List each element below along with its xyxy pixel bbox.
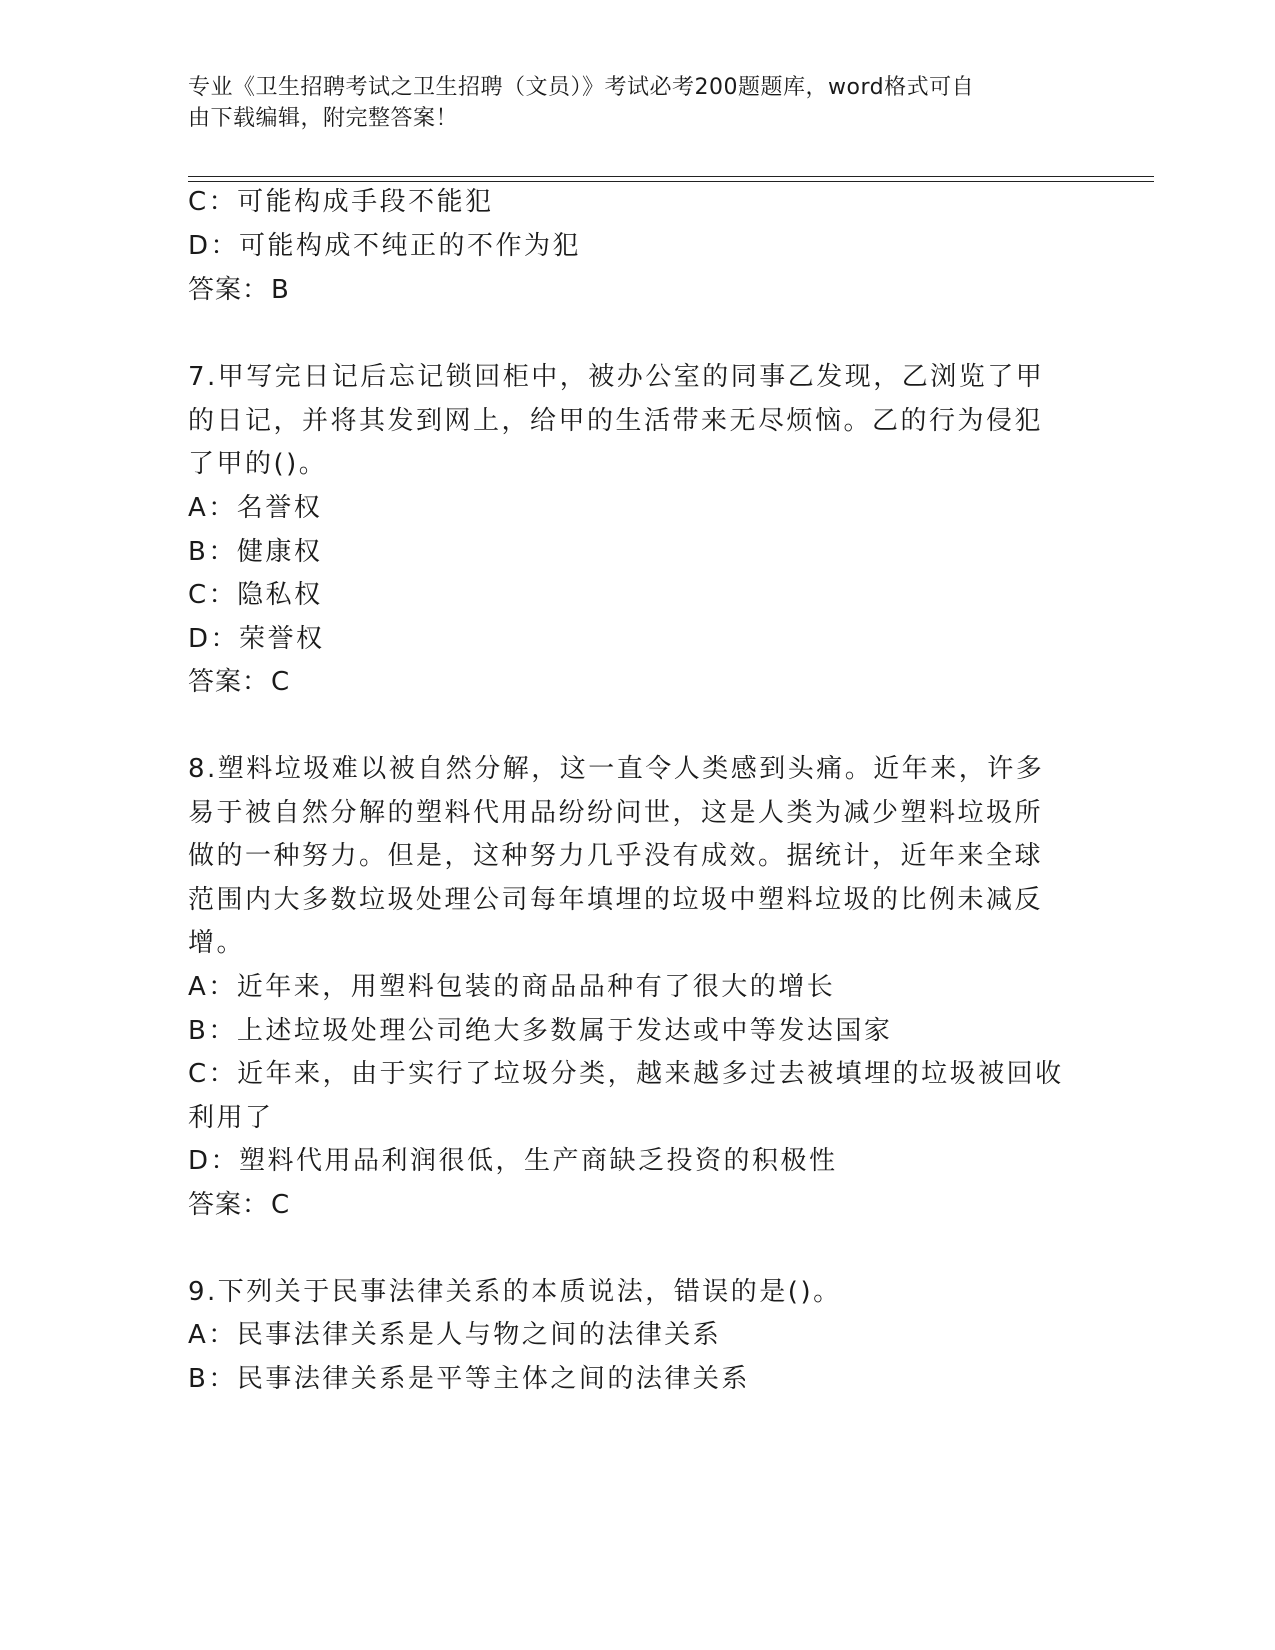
q7-option-a: A：名誉权 <box>188 493 323 523</box>
header-divider-top <box>188 176 1154 177</box>
answer-label: 答案： <box>188 275 270 305</box>
header-line-1: 专业《卫生招聘考试之卫生招聘（文员）》考试必考200题题库，word格式可自 <box>188 75 975 100</box>
q8-option-d: D：塑料代用品利润很低，生产商缺乏投资的积极性 <box>188 1146 838 1176</box>
q8-stem-line-1: 8.塑料垃圾难以被自然分解，这一直令人类感到头痛。近年来，许多 <box>188 754 1045 784</box>
answer-label: 答案： <box>188 667 270 697</box>
q7-answer <box>188 660 290 705</box>
q9-option-b: B：民事法律关系是平等主体之间的法律关系 <box>188 1364 750 1394</box>
answer-label: 答案： <box>188 1190 270 1220</box>
q6-option-c: C：可能构成手段不能犯 <box>188 187 494 217</box>
q6-option-d: D：可能构成不纯正的不作为犯 <box>188 231 582 261</box>
q9-stem-line-1: 9.下列关于民事法律关系的本质说法，错误的是()。 <box>188 1277 842 1307</box>
header-line-2: 由下载编辑，附完整答案！ <box>188 106 459 131</box>
q8-stem-line-5: 增。 <box>188 928 246 958</box>
document-header <box>188 72 1068 134</box>
q7-stem-line-3: 了甲的()。 <box>188 449 328 479</box>
q8-option-c-line-2: 利用了 <box>188 1103 274 1133</box>
answer-value: C <box>271 667 291 697</box>
answer-value: B <box>271 275 290 305</box>
q7-stem-line-1: 7.甲写完日记后忘记锁回柜中，被办公室的同事乙发现，乙浏览了甲 <box>188 362 1045 392</box>
q8-stem-line-2: 易于被自然分解的塑料代用品纷纷问世，这是人类为减少塑料垃圾所 <box>188 798 1044 828</box>
q8-option-b: B：上述垃圾处理公司绝大多数属于发达或中等发达国家 <box>188 1016 893 1046</box>
q8-stem-line-3: 做的一种努力。但是，这种努力几乎没有成效。据统计，近年来全球 <box>188 841 1044 871</box>
q8-option-a: A：近年来，用塑料包装的商品品种有了很大的增长 <box>188 972 836 1002</box>
q8-option-c-line-1: C：近年来，由于实行了垃圾分类，越来越多过去被填埋的垃圾被回收 <box>188 1059 1064 1089</box>
q7-option-c: C：隐私权 <box>188 580 323 610</box>
q6-answer <box>188 268 290 313</box>
q9-option-a: A：民事法律关系是人与物之间的法律关系 <box>188 1320 722 1350</box>
answer-value: C <box>271 1190 291 1220</box>
q8-stem-line-4: 范围内大多数垃圾处理公司每年填埋的垃圾中塑料垃圾的比例未减反 <box>188 885 1044 915</box>
q7-option-d: D：荣誉权 <box>188 624 325 654</box>
q7-option-b: B：健康权 <box>188 537 323 567</box>
q7-stem-line-2: 的日记，并将其发到网上，给甲的生活带来无尽烦恼。乙的行为侵犯 <box>188 406 1044 436</box>
q8-answer <box>188 1183 290 1228</box>
